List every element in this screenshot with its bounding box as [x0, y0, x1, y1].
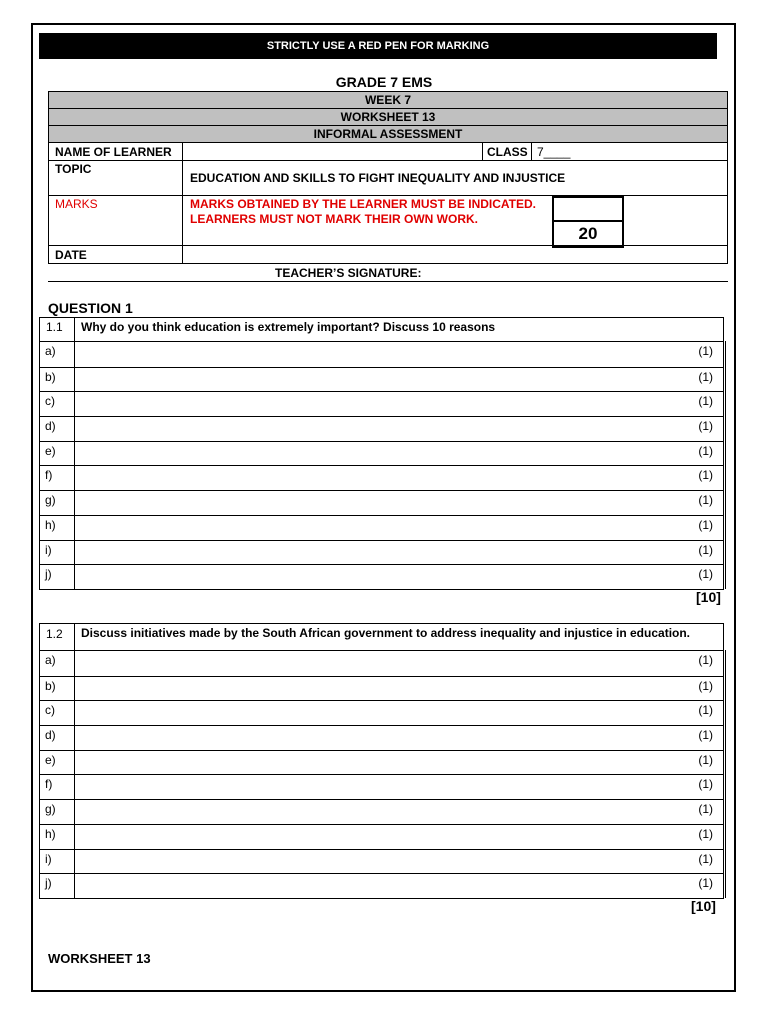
marks-total: 20: [578, 224, 598, 243]
answer-label: i): [45, 851, 52, 866]
answer-row: [40, 725, 723, 750]
mark-allocation: (1): [698, 703, 713, 718]
answer-row: [40, 465, 723, 490]
answer-row: [40, 490, 723, 515]
name-label: NAME OF LEARNER: [55, 145, 172, 159]
assessment-band: INFORMAL ASSESSMENT: [49, 126, 727, 143]
question-row: [40, 318, 723, 342]
answer-row: [40, 391, 723, 416]
answer-label: d): [45, 728, 56, 743]
answer-label: h): [45, 517, 56, 532]
answer-row: [40, 564, 723, 589]
answer-row: [40, 367, 723, 392]
answer-field[interactable]: [74, 700, 726, 725]
question-number: 1.1: [46, 320, 63, 334]
answer-row: [40, 540, 723, 565]
answer-field[interactable]: [74, 849, 726, 874]
answer-field[interactable]: [74, 725, 726, 750]
class-field[interactable]: 7____: [537, 145, 571, 159]
week-band: WEEK 7: [49, 92, 727, 109]
question-text: Why do you think education is extremely important? Discuss 10 reasons: [74, 317, 723, 341]
answer-field[interactable]: [74, 515, 726, 540]
answer-label: i): [45, 542, 52, 557]
column-divider: [531, 143, 532, 160]
question-1-1-table: [39, 317, 724, 590]
topic-label: TOPIC: [55, 162, 92, 176]
question-text: Discuss initiatives made by the South African government to address inequality and injustice in education.: [74, 623, 723, 650]
answer-label: b): [45, 678, 56, 693]
marks-note-2: LEARNERS MUST NOT MARK THEIR OWN WORK.: [190, 212, 478, 226]
date-field[interactable]: [183, 246, 727, 263]
mark-allocation: (1): [698, 542, 713, 557]
answer-row: [40, 515, 723, 540]
answer-label: e): [45, 752, 56, 767]
worksheet-band: WORKSHEET 13: [49, 109, 727, 126]
question-number: 1.2: [46, 627, 63, 641]
name-field[interactable]: [183, 143, 481, 160]
answer-label: e): [45, 443, 56, 458]
answer-row: [40, 700, 723, 725]
mark-allocation: (1): [698, 493, 713, 508]
answer-field[interactable]: [74, 750, 726, 775]
marking-instruction-banner: STRICTLY USE A RED PEN FOR MARKING: [39, 33, 717, 59]
mark-allocation: (1): [698, 653, 713, 667]
answer-row: [40, 676, 723, 701]
answer-label: g): [45, 493, 56, 508]
question-1-1-total: [10]: [696, 589, 721, 605]
answer-field[interactable]: [74, 490, 726, 515]
answer-field[interactable]: [74, 824, 726, 849]
mark-allocation: (1): [698, 468, 713, 483]
answer-field[interactable]: [74, 799, 726, 824]
learner-info-table: [48, 91, 728, 264]
answer-row: [40, 774, 723, 799]
answer-row: [40, 799, 723, 824]
answer-label: c): [45, 703, 55, 718]
answer-row: [40, 750, 723, 775]
answer-label: j): [45, 567, 52, 582]
mark-allocation: (1): [698, 826, 713, 841]
teacher-signature-label: TEACHER’S SIGNATURE:: [275, 266, 422, 280]
mark-allocation: (1): [698, 876, 713, 891]
row-divider: [49, 160, 727, 161]
mark-allocation: (1): [698, 369, 713, 384]
answer-row: [40, 651, 723, 676]
answer-label: a): [45, 653, 56, 667]
answer-label: b): [45, 369, 56, 384]
answer-label: j): [45, 876, 52, 891]
answer-field[interactable]: [74, 774, 726, 799]
answer-label: a): [45, 344, 56, 358]
answer-row: [40, 416, 723, 441]
signature-line[interactable]: [48, 281, 728, 282]
mark-allocation: (1): [698, 419, 713, 434]
answer-field[interactable]: [74, 650, 726, 676]
answer-label: c): [45, 394, 55, 409]
mark-allocation: (1): [698, 567, 713, 582]
row-divider: [49, 195, 727, 196]
marks-box: [552, 196, 624, 248]
mark-allocation: (1): [698, 777, 713, 792]
mark-allocation: (1): [698, 443, 713, 458]
answer-row: [40, 849, 723, 874]
mark-allocation: (1): [698, 678, 713, 693]
mark-allocation: (1): [698, 517, 713, 532]
answer-field[interactable]: [74, 391, 726, 416]
mark-allocation: (1): [698, 752, 713, 767]
mark-allocation: (1): [698, 344, 713, 358]
footer-worksheet-label: WORKSHEET 13: [48, 951, 151, 966]
question-row: [40, 624, 723, 651]
answer-field[interactable]: [74, 676, 726, 701]
question-1-heading: QUESTION 1: [48, 300, 133, 316]
answer-label: f): [45, 777, 53, 792]
answer-field[interactable]: [74, 540, 726, 565]
marks-note-1: MARKS OBTAINED BY THE LEARNER MUST BE INDICATED.: [190, 197, 537, 211]
answer-row: [40, 873, 723, 898]
grade-title: GRADE 7 EMS: [335, 74, 433, 90]
answer-field[interactable]: [74, 564, 726, 589]
mark-allocation: (1): [698, 851, 713, 866]
mark-allocation: (1): [698, 802, 713, 817]
answer-label: g): [45, 802, 56, 817]
answer-label: d): [45, 419, 56, 434]
topic-value: EDUCATION AND SKILLS TO FIGHT INEQUALITY AND INJUSTICE: [190, 171, 566, 185]
mark-allocation: (1): [698, 728, 713, 743]
answer-row: [40, 824, 723, 849]
date-label: DATE: [55, 248, 87, 262]
answer-field[interactable]: [74, 441, 726, 466]
answer-label: h): [45, 826, 56, 841]
question-1-2-total: [10]: [691, 898, 716, 914]
column-divider: [482, 143, 483, 160]
answer-row: [40, 342, 723, 367]
answer-field[interactable]: [74, 465, 726, 490]
answer-row: [40, 441, 723, 466]
answer-field[interactable]: [74, 416, 726, 441]
marks-label: MARKS: [55, 197, 98, 211]
marks-obtained-field[interactable]: [554, 198, 622, 220]
answer-field[interactable]: [74, 367, 726, 392]
class-label: CLASS: [487, 145, 528, 159]
answer-field[interactable]: [74, 341, 726, 367]
answer-label: f): [45, 468, 53, 483]
mark-allocation: (1): [698, 394, 713, 409]
marks-box-divider: [554, 220, 622, 222]
question-1-2-table: [39, 623, 724, 899]
answer-field[interactable]: [74, 873, 726, 898]
